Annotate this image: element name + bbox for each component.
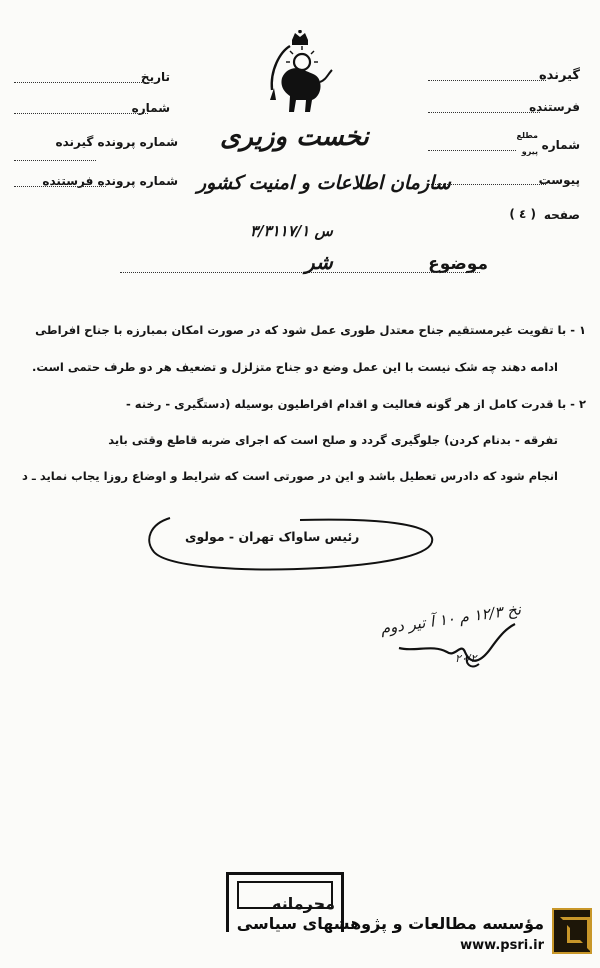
lion-and-sun-emblem-icon bbox=[262, 30, 338, 122]
subject-label: موضوع bbox=[428, 254, 488, 274]
page-label: صفحه bbox=[543, 208, 580, 222]
number-line-right bbox=[428, 150, 516, 151]
paragraph-2-line-3: انجام شود که دادرس تعطیل باشد و این در صورتی است که شرایط و اوضاع روزا یجاب نماید ـ د bbox=[21, 469, 558, 483]
recipient-label: گیرنده bbox=[538, 68, 580, 83]
paragraph-1-line-2: ادامه دهند چه شک نیست با این عمل وضع دو جناح متزلزل و تضعیف هر دو طرف حتمی است. bbox=[32, 360, 558, 374]
number-label-right: شماره bbox=[541, 138, 580, 152]
sender-file-number-label: شماره پرونده فرستنده bbox=[42, 174, 178, 188]
watermark-url: www.psri.ir bbox=[460, 938, 544, 953]
sender-file-line bbox=[14, 186, 106, 187]
handwritten-signature bbox=[395, 618, 525, 678]
page-number: ( ٤ ) bbox=[509, 207, 536, 221]
institute-logo-icon bbox=[552, 908, 592, 954]
paragraph-1-line-1: ۱ - با تقویت غیرمستقیم جناح معتدل طوری عمل شود که در صورت امکان بمبارزه با جناح افراطی bbox=[35, 323, 586, 337]
watermark-organization: مؤسسه مطالعات و پژوهشهای سیاسی bbox=[236, 914, 544, 933]
date-line bbox=[14, 82, 148, 83]
recipient-line bbox=[428, 80, 546, 81]
signer-name: رئیس ساواک تهران - مولوی bbox=[185, 529, 360, 544]
paragraph-2-line-1: ۲ - با قدرت کامل از هر گونه فعالیت و اقدام افراطیون بوسیله (دستگیری - رخنه - bbox=[126, 397, 586, 411]
handwritten-note: نخ ۱۲/۳ م ۱۰ آ تیر دوم bbox=[379, 600, 523, 638]
reference-number: س ۳/۳۱۱۷/۱ bbox=[250, 222, 333, 240]
number-sub-bottom: پیرو bbox=[521, 147, 538, 156]
handwritten-date: ۲۰/۲۰ bbox=[455, 652, 483, 665]
recipient-file-number-label: شماره پرونده گیرنده bbox=[55, 135, 178, 149]
number-line-left bbox=[14, 113, 148, 114]
sender-label: فرستنده bbox=[529, 100, 580, 114]
sender-line bbox=[428, 112, 540, 113]
subject-line bbox=[120, 272, 480, 273]
recipient-file-line bbox=[14, 160, 96, 161]
date-label: تاریخ bbox=[140, 70, 170, 84]
stamp-text: محرمانه bbox=[272, 894, 336, 913]
paragraph-2-line-2: تفرقه - بدنام کردن) جلوگیری گردد و صلح است که اجرای ضربه قاطع وقتی باید bbox=[108, 433, 558, 447]
attachment-label: پیوست bbox=[538, 173, 580, 187]
subject-value: شر bbox=[305, 250, 333, 274]
number-label-left: شماره bbox=[131, 101, 170, 115]
number-sub-top: مطلع bbox=[516, 131, 538, 140]
organization-name: سازمان اطلاعات و امنیت کشور bbox=[197, 172, 451, 194]
letterhead-title: نخست وزیری bbox=[220, 122, 369, 152]
